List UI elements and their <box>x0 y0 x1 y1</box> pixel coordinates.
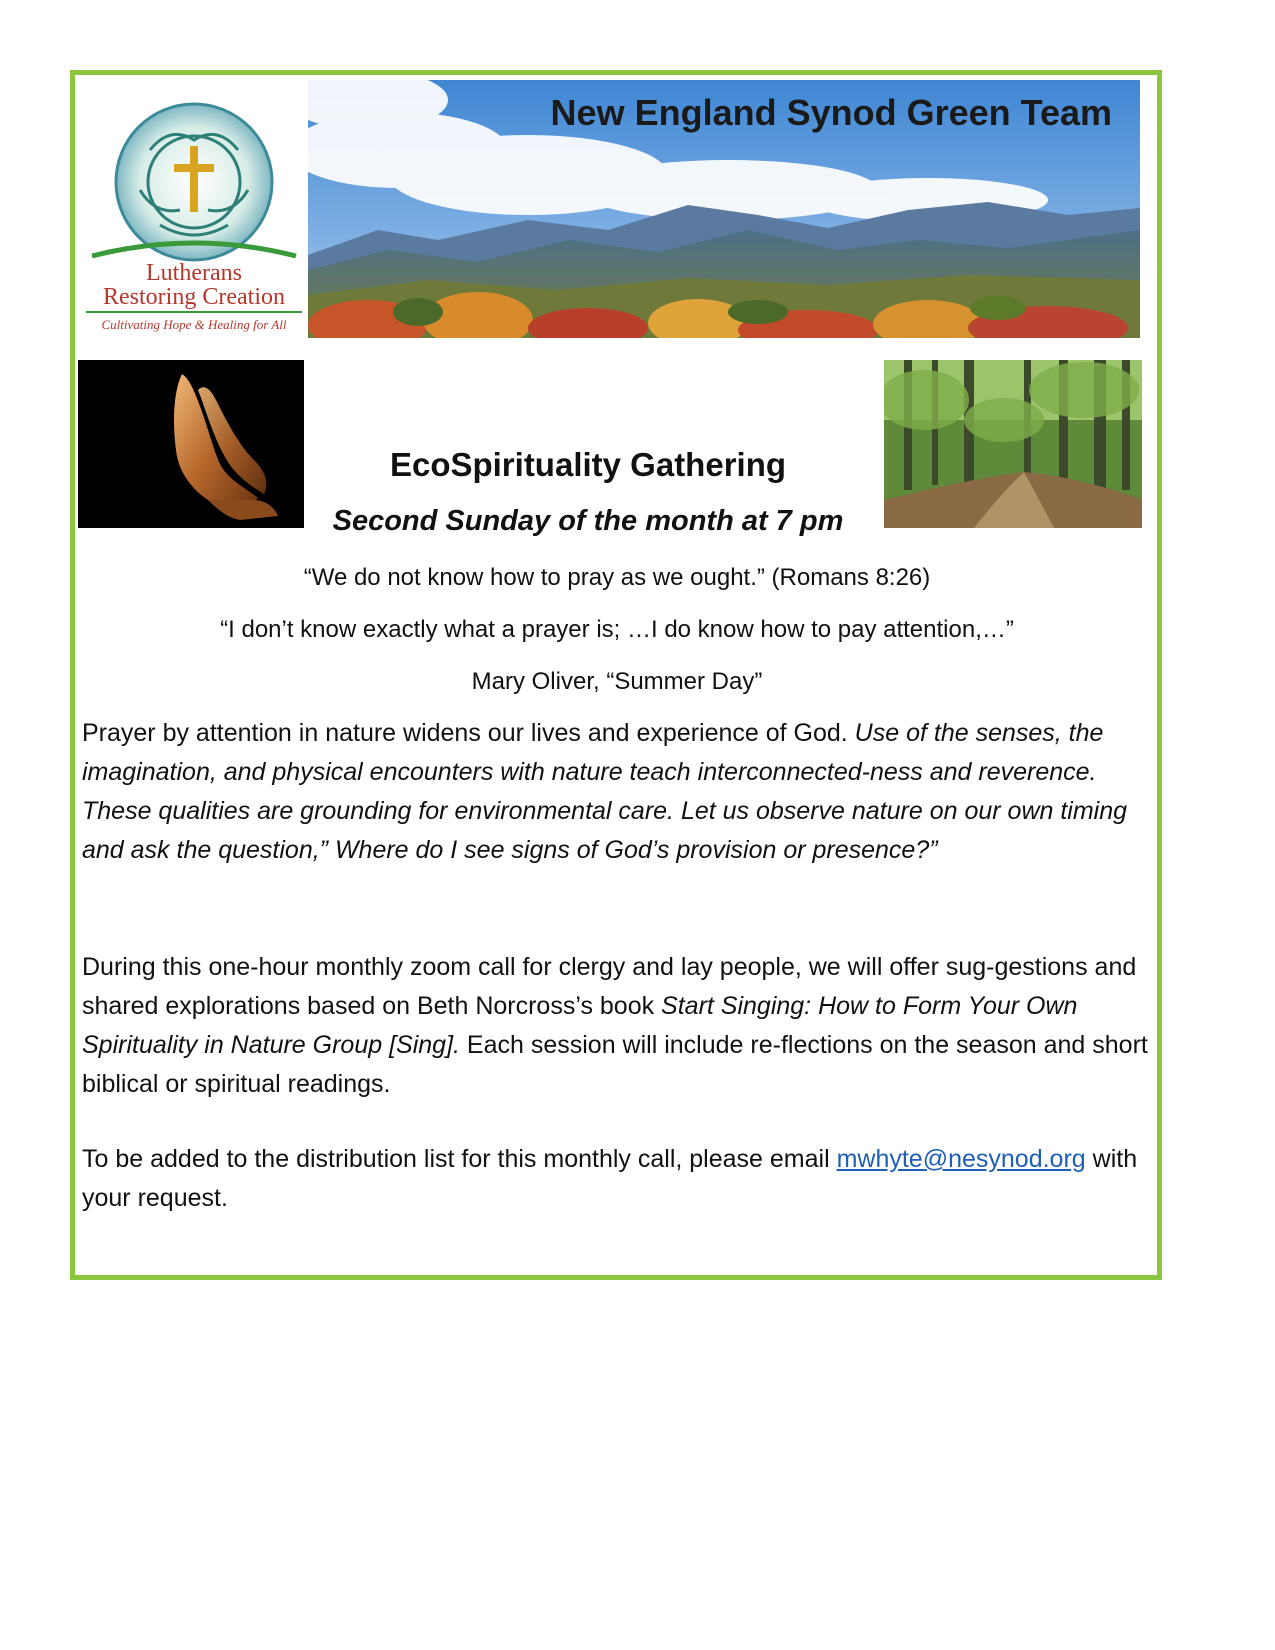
event-schedule: Second Sunday of the month at 7 pm <box>332 505 844 537</box>
paragraph-prayer-italic: Use of the senses, the imagination, and physical encounters with nature teach interconnected-ness and reverence. These qualities are grounding for environmental care. Let us observe nature on our own timing and ask the question,” Where do I see signs of God’s provision or presence?” <box>82 719 1128 864</box>
lutherans-restoring-creation-logo <box>80 80 308 338</box>
paragraph-zoom-text-end: Each session will include re-flections on the season and short biblical or spiritual readings. <box>82 1031 1148 1098</box>
quote-mary-oliver: “I don’t know exactly what a prayer is; …I do know how to pay attention,…” <box>220 616 1014 643</box>
event-title: EcoSpirituality Gathering <box>389 446 787 483</box>
paragraph-signup <box>82 1140 1154 1218</box>
quote-romans: “We do not know how to pray as we ought.” (Romans 8:26) <box>303 564 931 591</box>
logo-line2: Restoring Creation <box>103 284 285 310</box>
logo-line1: Lutherans <box>146 260 242 286</box>
paragraph-zoom-call <box>82 948 1154 1104</box>
paragraph-signup-text: To be added to the distribution list for this monthly call, please email <box>82 1145 837 1173</box>
paragraph-prayer-text: Prayer by attention in nature widens our lives and experience of God. <box>82 719 855 747</box>
logo-tagline: Cultivating Hope & Healing for All <box>101 317 287 332</box>
praying-hands-image <box>78 360 304 528</box>
paragraph-zoom-text: During this one-hour monthly zoom call for clergy and lay people, we will offer sug-gestions and shared explorations based on Beth Norcross’s book <box>82 953 1137 1020</box>
paragraph-signup-text-end: with your request. <box>82 1145 1138 1212</box>
mountain-banner <box>308 80 1140 338</box>
page-title: New England Synod Green Team <box>550 92 1112 133</box>
email-link[interactable]: mwhyte@nesynod.org <box>836 1145 1086 1173</box>
paragraph-prayer <box>82 714 1154 870</box>
forest-path-image <box>884 360 1142 528</box>
book-title: Start Singing: How to Form Your Own Spirituality in Nature Group [Sing]. <box>82 992 1078 1059</box>
quote-attribution: Mary Oliver, “Summer Day” <box>471 668 763 695</box>
